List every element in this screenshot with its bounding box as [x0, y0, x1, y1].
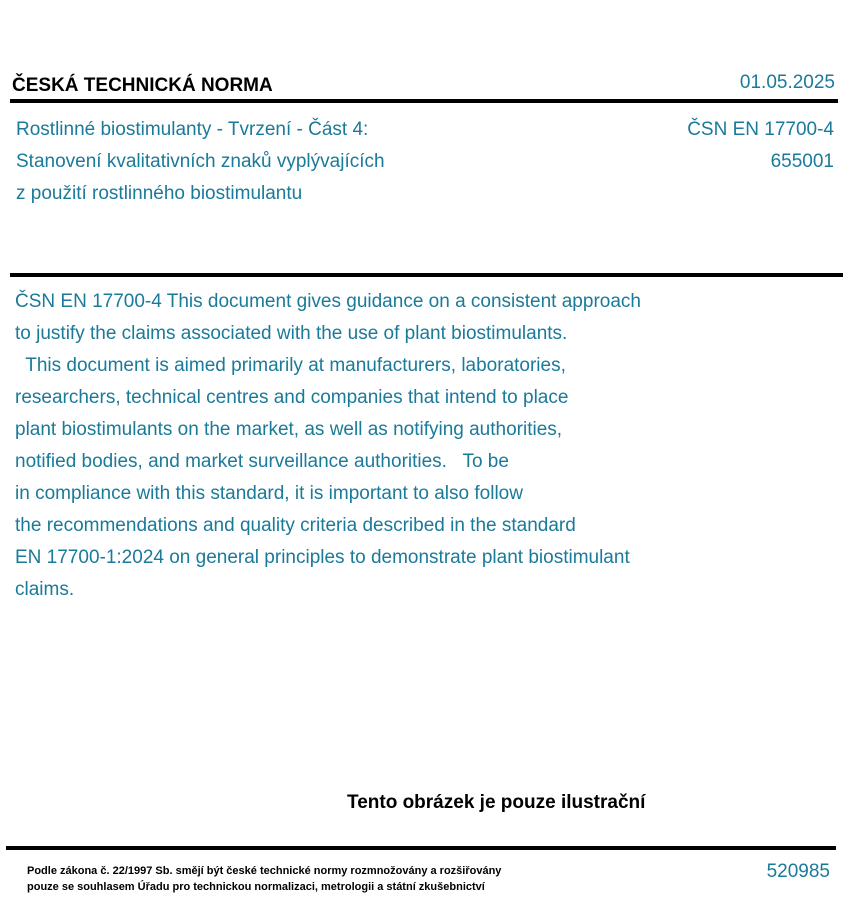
legal-notice	[27, 863, 501, 895]
abstract-line: ČSN EN 17700-4 This document gives guidance on a consistent approach	[15, 291, 641, 312]
document-id: 520985	[766, 861, 830, 882]
abstract-line: researchers, technical centres and companies that intend to place	[15, 387, 569, 408]
document-title	[16, 114, 385, 210]
abstract-line: to justify the claims associated with the use of plant biostimulants.	[15, 323, 568, 344]
header-divider	[10, 99, 838, 103]
standard-identifiers	[687, 114, 834, 178]
abstract-line: the recommendations and quality criteria described in the standard	[15, 515, 576, 536]
abstract-line: claims.	[15, 579, 75, 600]
abstract-line: EN 17700-1:2024 on general principles to demonstrate plant biostimulant	[15, 547, 630, 568]
norm-heading: ČESKÁ TECHNICKÁ NORMA	[12, 75, 273, 96]
footer-divider	[6, 846, 836, 850]
title-line: Rostlinné biostimulanty - Tvrzení - Část 4:	[16, 119, 369, 140]
abstract-line: This document is aimed primarily at manufacturers, laboratories,	[15, 355, 566, 376]
illustration-note: Tento obrázek je pouze ilustrační	[347, 792, 646, 813]
title-line: Stanovení kvalitativních znaků vyplývajících	[16, 151, 385, 172]
abstract-line: notified bodies, and market surveillance authorities. To be	[15, 451, 509, 472]
title-line: z použití rostlinného biostimulantu	[16, 183, 303, 204]
abstract-text	[15, 286, 641, 606]
abstract-line: in compliance with this standard, it is important to also follow	[15, 483, 523, 504]
abstract-line: plant biostimulants on the market, as well as notifying authorities,	[15, 419, 563, 440]
standard-number: ČSN EN 17700-4	[687, 119, 834, 140]
publication-date: 01.05.2025	[739, 72, 835, 93]
title-divider	[10, 273, 843, 277]
legal-line: pouze se souhlasem Úřadu pro technickou normalizaci, metrologii a státní zkušebnictví	[27, 881, 485, 893]
legal-line: Podle zákona č. 22/1997 Sb. smějí být české technické normy rozmnožovány a rozšiřovány	[27, 865, 502, 877]
class-code: 655001	[770, 151, 834, 172]
